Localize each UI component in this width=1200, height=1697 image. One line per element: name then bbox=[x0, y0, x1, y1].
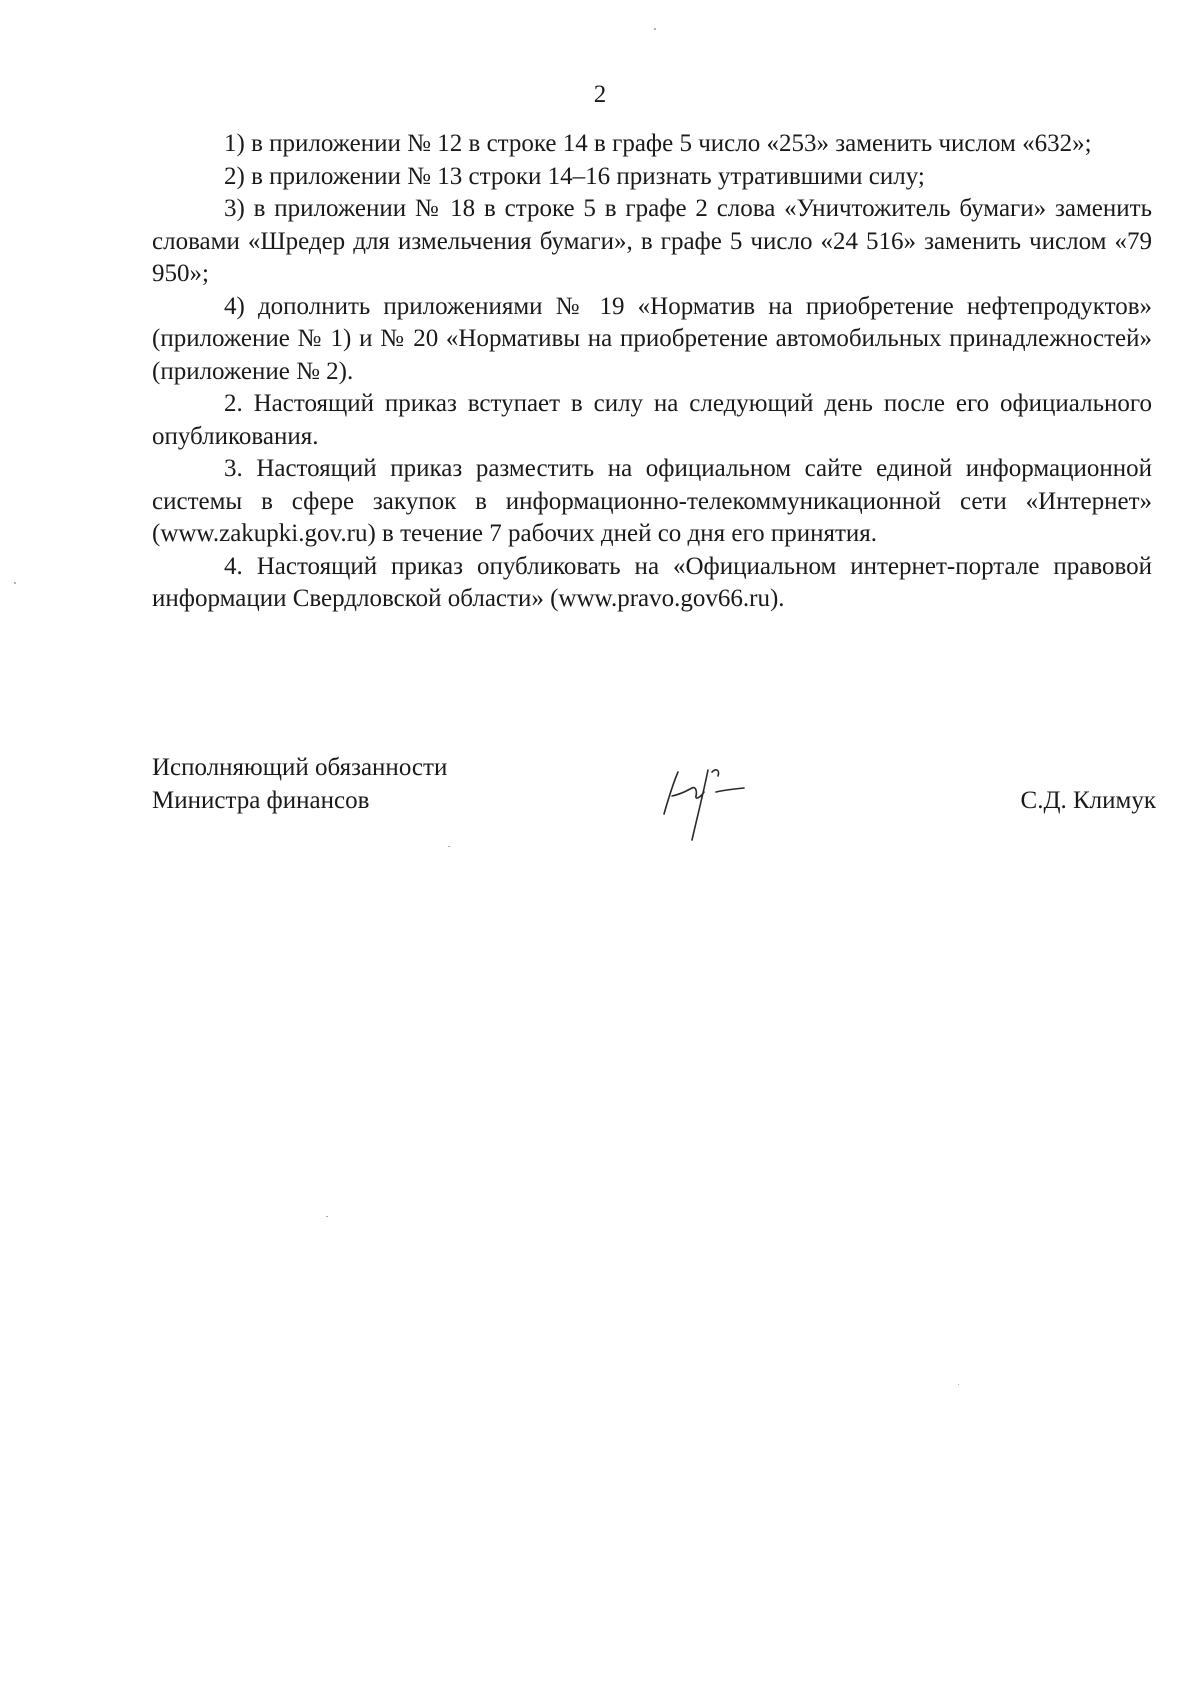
paragraph-publish-pravo: 4. Настоящий приказ опубликовать на «Официальном интернет-портале правовой информации Свердловской области» (www.pravo.gov66.ru). bbox=[152, 552, 1152, 612]
signatory-title-line-2: Министра финансов bbox=[152, 786, 370, 814]
handwritten-signature bbox=[652, 752, 762, 847]
scan-speck bbox=[958, 1384, 959, 1385]
scan-speck bbox=[326, 1216, 328, 1217]
paragraph-effective-date: 2. Настоящий приказ вступает в силу на следующий день после его официального опубликования. bbox=[152, 390, 1152, 450]
signatory-title bbox=[152, 752, 447, 817]
scan-speck bbox=[448, 846, 450, 847]
paragraph-amend-appendix-13: 2) в приложении № 13 строки 14–16 признать утратившими силу; bbox=[224, 162, 925, 190]
signatory-title-line-1: Исполняющий обязанности bbox=[152, 754, 448, 781]
signatory-name: С.Д. Климук bbox=[1020, 786, 1156, 814]
paragraph-amend-appendix-12: 1) в приложении № 12 в строке 14 в графе 5 число «253» заменить числом «632»; bbox=[224, 130, 1092, 157]
signature-block bbox=[152, 752, 1156, 862]
scan-speck bbox=[14, 582, 16, 584]
page-number: 2 bbox=[593, 81, 607, 108]
paragraph-amend-appendix-18: 3) в приложении № 18 в строке 5 в графе 2 слова «Уничтожитель бумаги» заменить словами «Шредер для измельчения бумаги», в графе 5 число «24 516» заменить числом «79 950»; bbox=[152, 195, 1152, 287]
paragraph-add-appendices: 4) дополнить приложениями № 19 «Норматив на приобретение нефтепродуктов» (приложение № 1) и № 20 «Нормативы на приобретение автомобильных принадлежностей» (приложение № 2). bbox=[152, 292, 1152, 385]
document-body bbox=[152, 128, 1152, 616]
paragraph-publish-zakupki: 3. Настоящий приказ разместить на официальном сайте единой информационной системы в сфере закупок в информационно-телекоммуникационной сети «Интернет» (www.zakupki.gov.ru) в течение 7 рабочих дней со дня его принятия. bbox=[152, 455, 1152, 547]
scan-speck bbox=[654, 28, 656, 30]
